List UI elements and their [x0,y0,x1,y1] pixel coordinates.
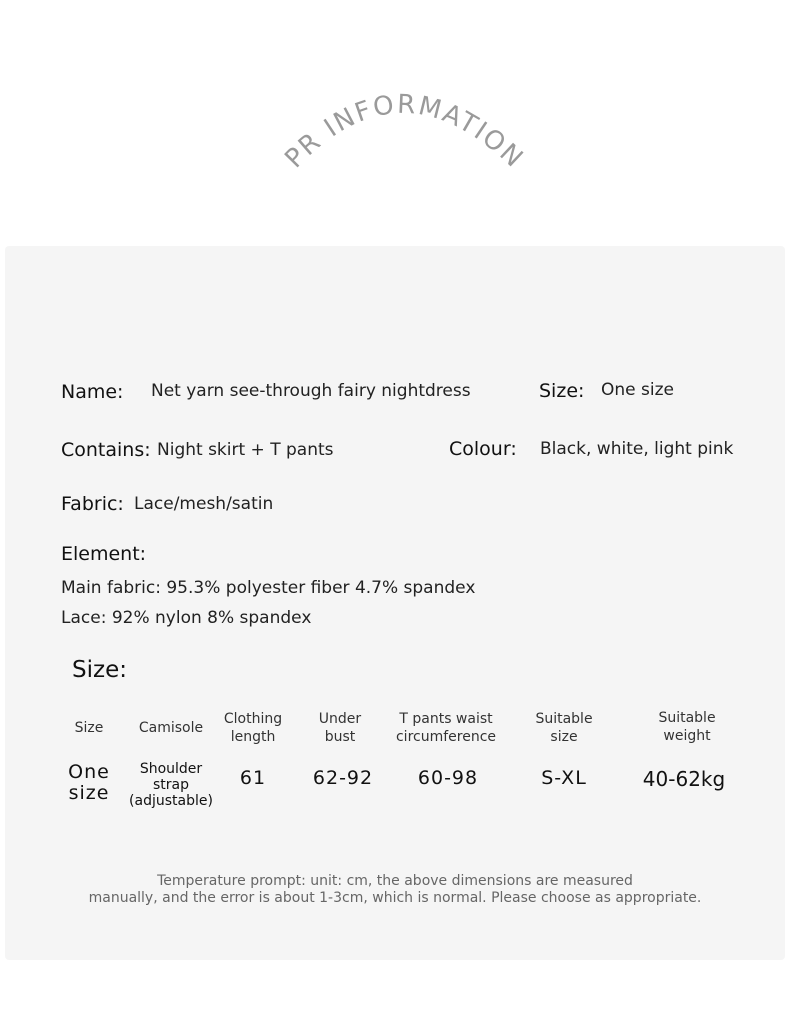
cell-suitable-weight: 40-62kg [642,767,726,791]
col-header-suitable-weight: Suitable weight [658,710,716,744]
size-table-heading: Size: [72,657,127,683]
element-line-main: Main fabric: 95.3% polyester fiber 4.7% spandex [61,578,476,598]
contains-label: Contains: [61,439,151,461]
fabric-value: Lace/mesh/satin [134,494,274,514]
col-header-under-bust: Under bust [318,711,362,745]
size-label: Size: [539,380,585,402]
col-header-waist-circumference: T pants waist circumference [395,711,497,745]
fabric-label: Fabric: [61,493,124,515]
measurement-note-line-1: Temperature prompt: unit: cm, the above dimensions are measured [157,873,633,889]
cell-camisole: Shoulder strap (adjustable) [129,761,213,809]
col-header-camisole: Camisole [138,720,204,736]
size-value: One size [601,380,674,400]
cell-suitable-size: S-XL [541,767,587,789]
col-header-suitable-size: Suitable size [535,711,593,745]
cell-under-bust: 62-92 [312,767,374,789]
section-title-arc [0,0,790,200]
cell-clothing-length: 61 [239,767,267,789]
element-line-lace: Lace: 92% nylon 8% spandex [61,608,312,628]
cell-waist-circumference: 60-98 [417,767,479,789]
name-value: Net yarn see-through fairy nightdress [151,381,471,401]
section-title [279,90,529,175]
element-label: Element: [61,543,147,565]
colour-value: Black, white, light pink [540,439,734,459]
cell-size: One size [68,761,110,804]
measurement-note [0,873,790,907]
measurement-note-line-2: manually, and the error is about 1-3cm, which is normal. Please choose as appropriate. [88,890,702,906]
contains-value: Night skirt + T pants [157,440,334,460]
col-header-clothing-length: Clothing length [223,711,283,745]
colour-label: Colour: [449,438,517,460]
name-label: Name: [61,381,124,403]
section-title-text: PR INFORMATION [279,89,530,175]
col-header-size: Size [74,720,104,736]
info-panel [5,246,785,960]
